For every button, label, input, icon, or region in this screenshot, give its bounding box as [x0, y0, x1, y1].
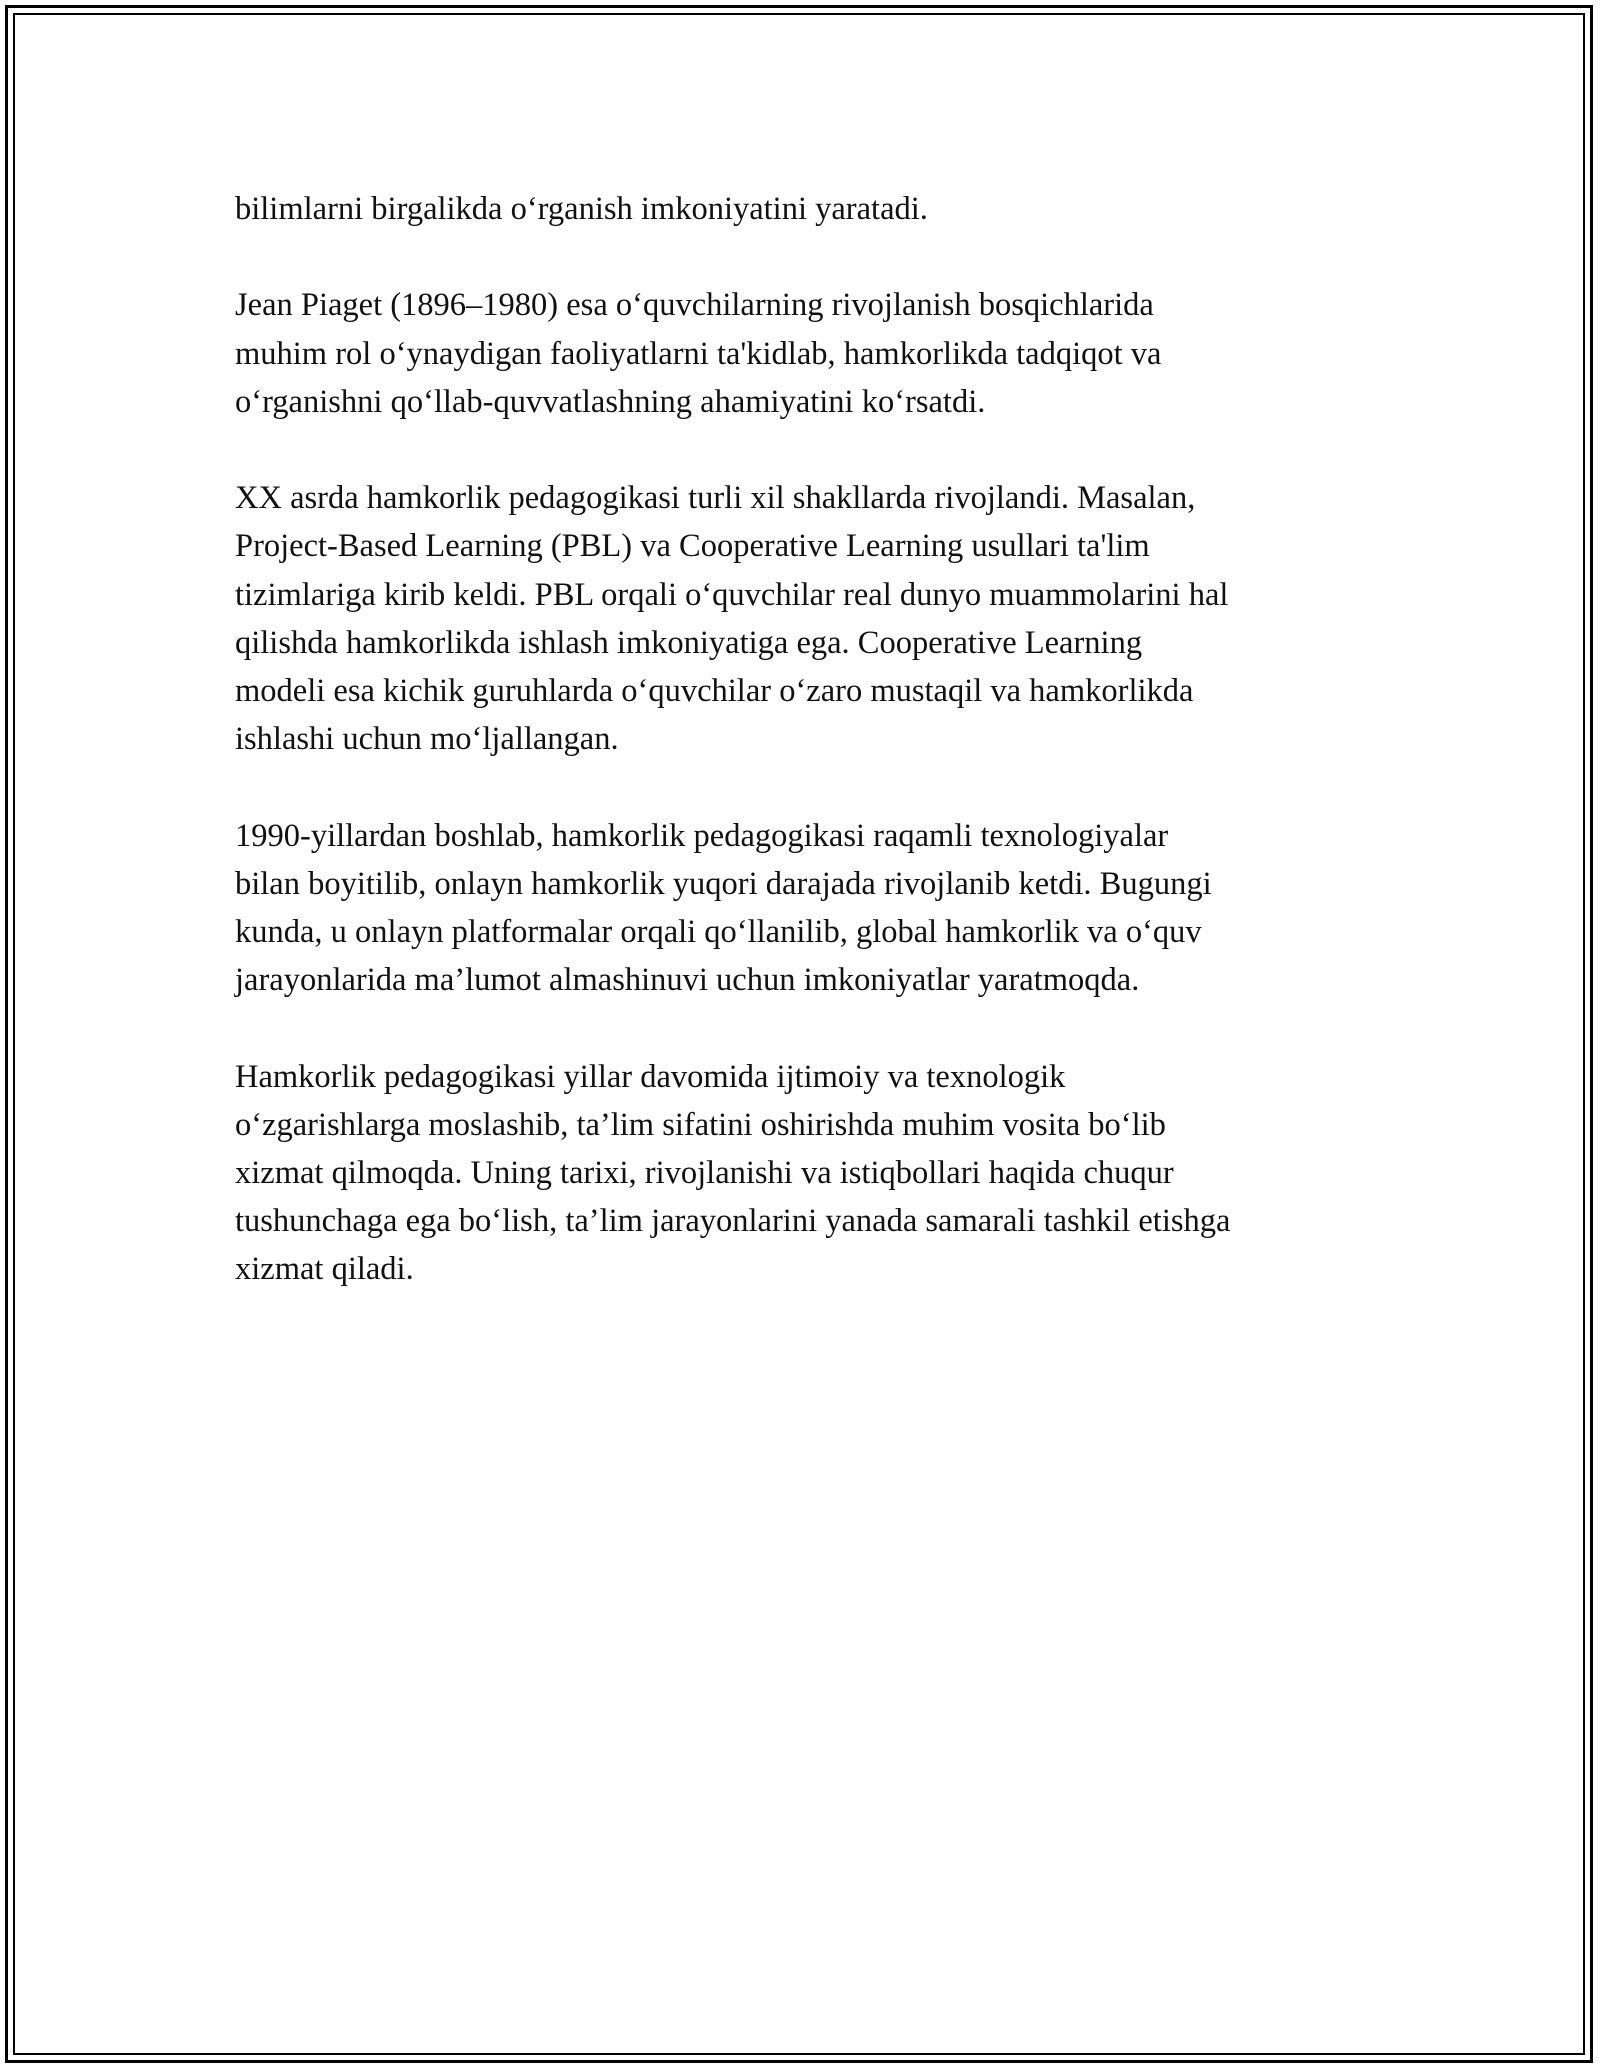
paragraph-1990s: 1990-yillardan boshlab, hamkorlik pedagogikasi raqamli texnologiyalar bilan boyitilib, onlayn hamkorlik yuqori darajada rivojlanib ketdi. Bugungi kunda, u onlayn platformalar orqali qo‘llanilib, global hamkorlik va o‘quv jarayonlarida ma’lumot almashinuvi uchun imkoniyatlar yaratmoqda. — [235, 817, 1212, 999]
paragraph-conclusion: Hamkorlik pedagogikasi yillar davomida ijtimoiy va texnologik o‘zgarishlarga moslashib, ta’lim sifatini oshirishda muhim vosita bo‘lib xizmat qilmoqda. Uning tarixi, rivojlanishi va istiqbollari haqida chuqur tushunchaga ega bo‘lish, ta’lim jarayonlarini yanada samarali tashkil etishga xizmat qiladi. — [235, 1058, 1231, 1288]
paragraph-continuation: bilimlarni birgalikda o‘rganish imkoniyatini yaratadi. — [235, 191, 928, 227]
paragraph-piaget: Jean Piaget (1896–1980) esa o‘quvchilarning rivojlanish bosqichlarida muhim rol o‘ynaydigan faoliyatlarni ta'kidlab, hamkorlikda tadqiqot va o‘rganishni qo‘llab-quvvatlashning ahamiyatini ko‘rsatdi. — [235, 287, 1162, 420]
document-body — [235, 185, 1375, 1342]
paragraph-20th-century: XX asrda hamkorlik pedagogikasi turli xil shakllarda rivojlandi. Masalan, Project-Based Learning (PBL) va Cooperative Learning usullari ta'lim tizimlariga kirib keldi. PBL orqali o‘quvchilar real dunyo muammolarini hal qilishda hamkorlikda ishlash imkoniyatiga ega. Cooperative Learning modeli esa kichik guruhlarda o‘quvchilar o‘zaro mustaqil va hamkorlikda ishlashi uchun mo‘ljallangan. — [235, 480, 1229, 758]
